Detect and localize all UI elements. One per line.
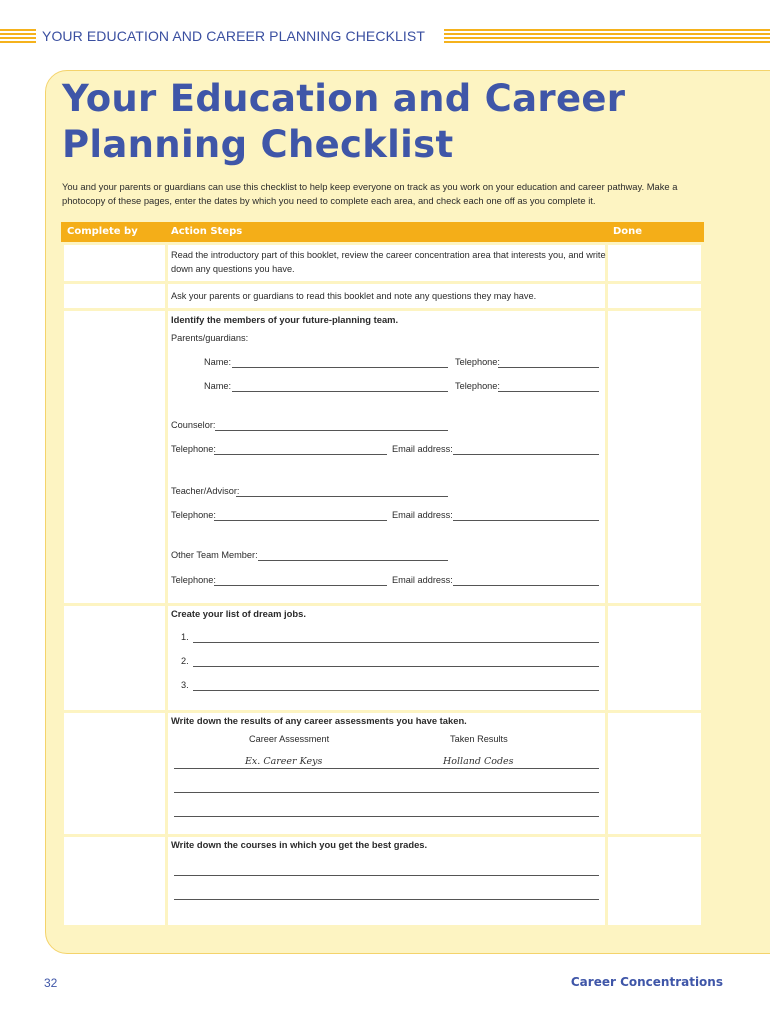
dream-job-line[interactable] xyxy=(193,690,599,691)
name-label: Name: xyxy=(204,357,232,367)
name-label: Name: xyxy=(204,381,232,391)
dream-job-line[interactable] xyxy=(193,666,599,667)
assessment-line[interactable] xyxy=(174,768,599,769)
intro-line2: photocopy of these pages, enter the dates by which you need to complete each area, and check each one off as you complete it. xyxy=(62,195,596,206)
name-line[interactable] xyxy=(232,367,448,368)
email-line[interactable] xyxy=(453,585,599,586)
action-cell xyxy=(168,245,605,281)
page-number: 32 xyxy=(44,976,58,990)
complete-by-cell[interactable] xyxy=(64,837,165,925)
example-result: Holland Codes xyxy=(443,756,514,767)
assessment-line[interactable] xyxy=(174,792,599,793)
table-row xyxy=(61,837,704,925)
telephone-label: Telephone: xyxy=(455,381,500,391)
col-action-steps: Action Steps xyxy=(171,226,243,237)
table-row xyxy=(61,606,704,710)
dream-job-number: 3. xyxy=(181,680,189,690)
dream-job-number: 1. xyxy=(181,632,189,642)
action-cell xyxy=(168,284,605,308)
row5-heading: Write down the results of any career assessments you have taken. xyxy=(171,715,467,726)
done-cell[interactable] xyxy=(608,284,701,308)
page-title-line1: Your Education and Career xyxy=(62,77,626,120)
telephone-label: Telephone: xyxy=(455,357,500,367)
header-stripes-left xyxy=(0,29,36,44)
action-cell xyxy=(168,606,605,710)
other-member-line[interactable] xyxy=(258,560,448,561)
intro-text xyxy=(62,180,702,208)
header-stripes-right xyxy=(444,29,770,44)
row6-heading: Write down the courses in which you get the best grades. xyxy=(171,839,428,850)
parents-label: Parents/guardians: xyxy=(171,333,249,343)
taken-results-col: Taken Results xyxy=(450,734,508,744)
courses-line[interactable] xyxy=(174,899,599,900)
page-header xyxy=(0,26,770,48)
done-cell[interactable] xyxy=(608,606,701,710)
telephone-label: Telephone: xyxy=(171,575,216,585)
table-row xyxy=(61,284,704,308)
email-label: Email address: xyxy=(392,510,453,520)
table-row xyxy=(61,245,704,281)
telephone-line[interactable] xyxy=(498,367,599,368)
email-label: Email address: xyxy=(392,575,453,585)
telephone-line[interactable] xyxy=(214,454,387,455)
checklist-table xyxy=(61,222,704,927)
complete-by-cell[interactable] xyxy=(64,311,165,603)
telephone-label: Telephone: xyxy=(171,510,216,520)
done-cell[interactable] xyxy=(608,713,701,834)
telephone-line[interactable] xyxy=(214,585,387,586)
courses-line[interactable] xyxy=(174,875,599,876)
career-assessment-col: Career Assessment xyxy=(249,734,330,744)
action-cell xyxy=(168,311,605,603)
dream-job-number: 2. xyxy=(181,656,189,666)
complete-by-cell[interactable] xyxy=(64,284,165,308)
table-header xyxy=(61,222,704,242)
action-cell xyxy=(168,837,605,925)
complete-by-cell[interactable] xyxy=(64,245,165,281)
page-title-line2: Planning Checklist xyxy=(62,123,454,166)
row3-heading: Identify the members of your future-planning team. xyxy=(171,314,399,325)
counselor-line[interactable] xyxy=(215,430,448,431)
complete-by-cell[interactable] xyxy=(64,606,165,710)
email-line[interactable] xyxy=(453,520,599,521)
teacher-line[interactable] xyxy=(236,496,448,497)
email-line[interactable] xyxy=(453,454,599,455)
teacher-label: Teacher/Advisor: xyxy=(171,486,240,496)
intro-line1: You and your parents or guardians can use this checklist to help keep everyone on track as you work on your education and career pathway. Make a xyxy=(62,181,678,192)
row1-line1: Read the introductory part of this booklet, review the career concentration area that interests you, and write xyxy=(171,250,606,260)
telephone-label: Telephone: xyxy=(171,444,216,454)
footer-title: Career Concentrations xyxy=(570,975,723,989)
action-cell xyxy=(168,713,605,834)
telephone-line[interactable] xyxy=(498,391,599,392)
done-cell[interactable] xyxy=(608,311,701,603)
table-row xyxy=(61,311,704,603)
telephone-line[interactable] xyxy=(214,520,387,521)
counselor-label: Counselor: xyxy=(171,420,216,430)
header-title: YOUR EDUCATION AND CAREER PLANNING CHECKLIST xyxy=(42,28,425,44)
assessment-line[interactable] xyxy=(174,816,599,817)
done-cell[interactable] xyxy=(608,245,701,281)
page-title xyxy=(62,76,662,168)
done-cell[interactable] xyxy=(608,837,701,925)
other-member-label: Other Team Member: xyxy=(171,550,258,560)
example-assessment: Ex. Career Keys xyxy=(245,756,323,767)
col-done: Done xyxy=(613,226,643,237)
complete-by-cell[interactable] xyxy=(64,713,165,834)
name-line[interactable] xyxy=(232,391,448,392)
row4-heading: Create your list of dream jobs. xyxy=(171,608,306,619)
table-row xyxy=(61,713,704,834)
col-complete-by: Complete by xyxy=(67,226,138,237)
row2-text: Ask your parents or guardians to read this booklet and note any questions they may have. xyxy=(171,291,537,301)
email-label: Email address: xyxy=(392,444,453,454)
dream-job-line[interactable] xyxy=(193,642,599,643)
row1-line2: down any questions you have. xyxy=(171,264,295,274)
